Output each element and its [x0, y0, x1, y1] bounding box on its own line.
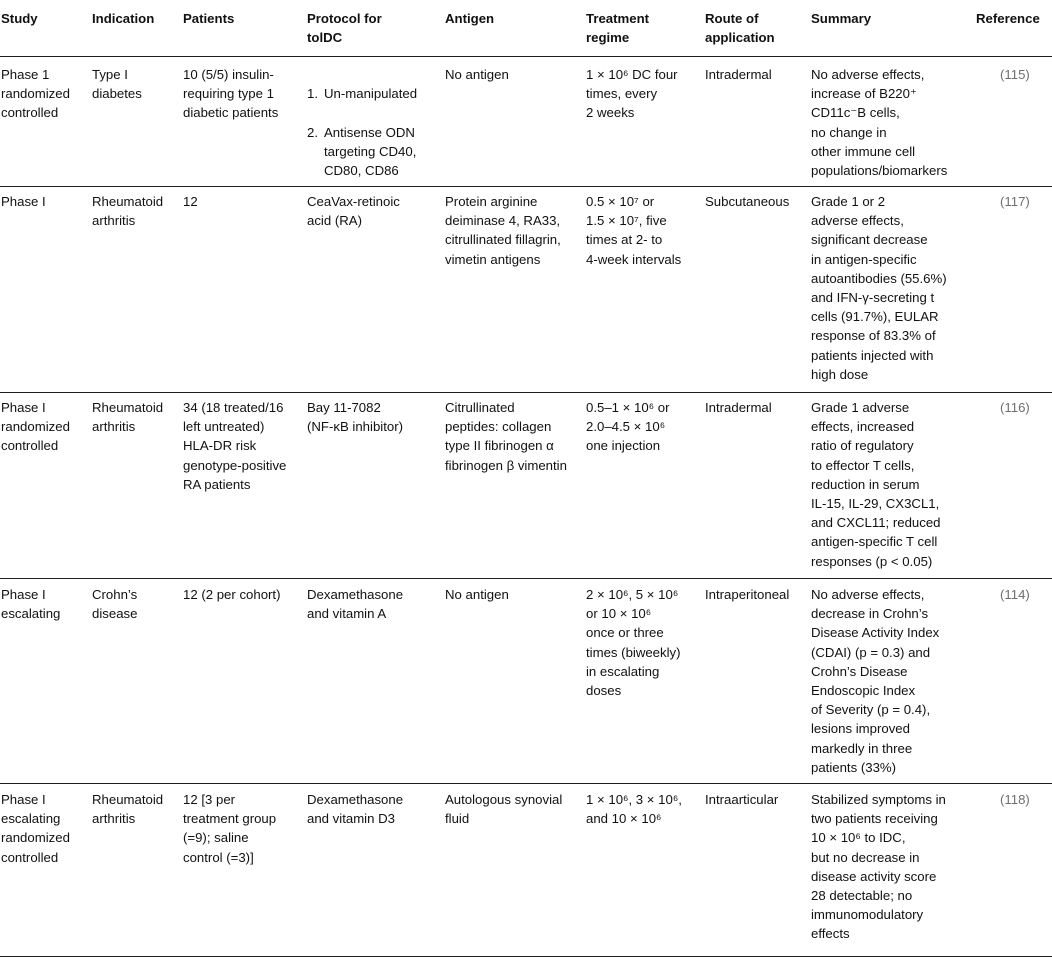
cell-patients: 12 [3 per treatment group (=9); saline control (=3)] [183, 792, 277, 865]
cell-protocol: Dexamethasone and vitamin D3 [307, 792, 404, 827]
cell-summary: No adverse effects, decrease in Crohn’s Disease Activity Index (CDAI) (p = 0.3) and Crohn’s Disease Endoscopic Index of Severity (p = 0.4), lesions improved markedly in three patients (33%) [811, 587, 940, 775]
list-text: Antisense ODN targeting CD40, CD80, CD86 [324, 124, 417, 179]
cell-antigen: Protein arginine deiminase 4, RA33, citrullinated fillagrin, vimetin antigens [445, 194, 561, 267]
cell-route: Intradermal [705, 400, 772, 415]
header-antigen: Antigen [445, 11, 495, 26]
cell-summary: Stabilized symptoms in two patients receiving 10 × 10⁶ to IDC, but no decrease in disease activity score 28 detectable; no immunomodulatory effects [811, 792, 946, 942]
cell-study: Phase 1 randomized controlled [1, 67, 70, 121]
cell-patients: 12 (2 per cohort) [183, 587, 281, 602]
header-protocol: Protocol for tolDC [307, 11, 382, 46]
cell-reference-link[interactable]: (118) [1000, 792, 1030, 807]
cell-indication: Type I diabetes [92, 67, 142, 102]
cell-antigen: Autologous synovial fluid [445, 792, 563, 827]
cell-reference-link[interactable]: (114) [1000, 587, 1030, 602]
cell-route: Intradermal [705, 67, 772, 82]
row-divider [0, 186, 1052, 187]
header-route: Route of application [705, 11, 775, 46]
cell-antigen: No antigen [445, 67, 509, 82]
list-text: Un-manipulated [324, 86, 418, 102]
cell-patients: 12 [183, 194, 198, 209]
cell-protocol-list [307, 65, 417, 199]
cell-route: Intraperitoneal [705, 587, 790, 602]
cell-reference-link[interactable]: (116) [1000, 400, 1030, 415]
cell-route: Intraarticular [705, 792, 779, 807]
cell-study: Phase I [1, 194, 46, 209]
cell-treatment: 1 × 10⁶, 3 × 10⁶, and 10 × 10⁶ [586, 792, 682, 827]
cell-reference-link[interactable]: (115) [1000, 67, 1030, 82]
protocol-list-item [307, 123, 417, 181]
row-divider [0, 578, 1052, 579]
cell-study: Phase I escalating [1, 587, 61, 622]
cell-summary: Grade 1 or 2 adverse effects, significant decrease in antigen-specific autoantibodies (55.6%) and IFN-γ-secreting t cells (91.7%), EULAR response of 83.3% of patients injected with high dose [811, 194, 947, 382]
cell-study: Phase I escalating randomized controlled [1, 792, 70, 865]
protocol-list-item [307, 84, 417, 103]
cell-patients: 10 (5/5) insulin- requiring type 1 diabetic patients [183, 67, 279, 121]
cell-indication: Crohn’s disease [92, 587, 138, 622]
cell-treatment: 0.5 × 10⁷ or 1.5 × 10⁷, five times at 2- to 4-week intervals [586, 194, 682, 267]
row-divider [0, 392, 1052, 393]
header-patients: Patients [183, 11, 235, 26]
cell-antigen: Citrullinated peptides: collagen type II fibrinogen α fibrinogen β vimentin [445, 400, 567, 473]
cell-indication: Rheumatoid arthritis [92, 400, 164, 435]
cell-patients: 34 (18 treated/16 left untreated) HLA-DR risk genotype-positive RA patients [183, 400, 287, 492]
cell-treatment: 0.5–1 × 10⁶ or 2.0–4.5 × 10⁶ one injection [586, 400, 670, 454]
cell-summary: Grade 1 adverse effects, increased ratio of regulatory to effector T cells, reduction in serum IL-15, IL-29, CX3CL1, and CXCL11; reduced antigen-specific T cell responses (p < 0.05) [811, 400, 941, 569]
header-summary: Summary [811, 11, 872, 26]
cell-indication: Rheumatoid arthritis [92, 194, 164, 229]
cell-antigen: No antigen [445, 587, 509, 602]
cell-reference-link[interactable]: (117) [1000, 194, 1030, 209]
cell-study: Phase I randomized controlled [1, 400, 70, 454]
cell-treatment: 2 × 10⁶, 5 × 10⁶ or 10 × 10⁶ once or three times (biweekly) in escalating doses [586, 587, 681, 699]
header-study: Study [1, 11, 38, 26]
cell-indication: Rheumatoid arthritis [92, 792, 164, 827]
header-reference: Reference [976, 11, 1040, 26]
cell-protocol: CeaVax-retinoic acid (RA) [307, 194, 400, 229]
header-indication: Indication [92, 11, 155, 26]
cell-protocol: Dexamethasone and vitamin A [307, 587, 404, 622]
cell-route: Subcutaneous [705, 194, 790, 209]
header-divider [0, 56, 1052, 57]
list-number: 1. [307, 86, 318, 102]
row-divider [0, 783, 1052, 784]
cell-protocol: Bay 11-7082 (NF-κB inhibitor) [307, 400, 403, 435]
header-treatment: Treatment regime [586, 11, 650, 46]
list-number: 2. [307, 124, 318, 140]
cell-summary: No adverse effects, increase of B220⁺ CD11c⁻B cells, no change in other immune cell populations/biomarkers [811, 67, 948, 179]
cell-treatment: 1 × 10⁶ DC four times, every 2 weeks [586, 67, 678, 121]
